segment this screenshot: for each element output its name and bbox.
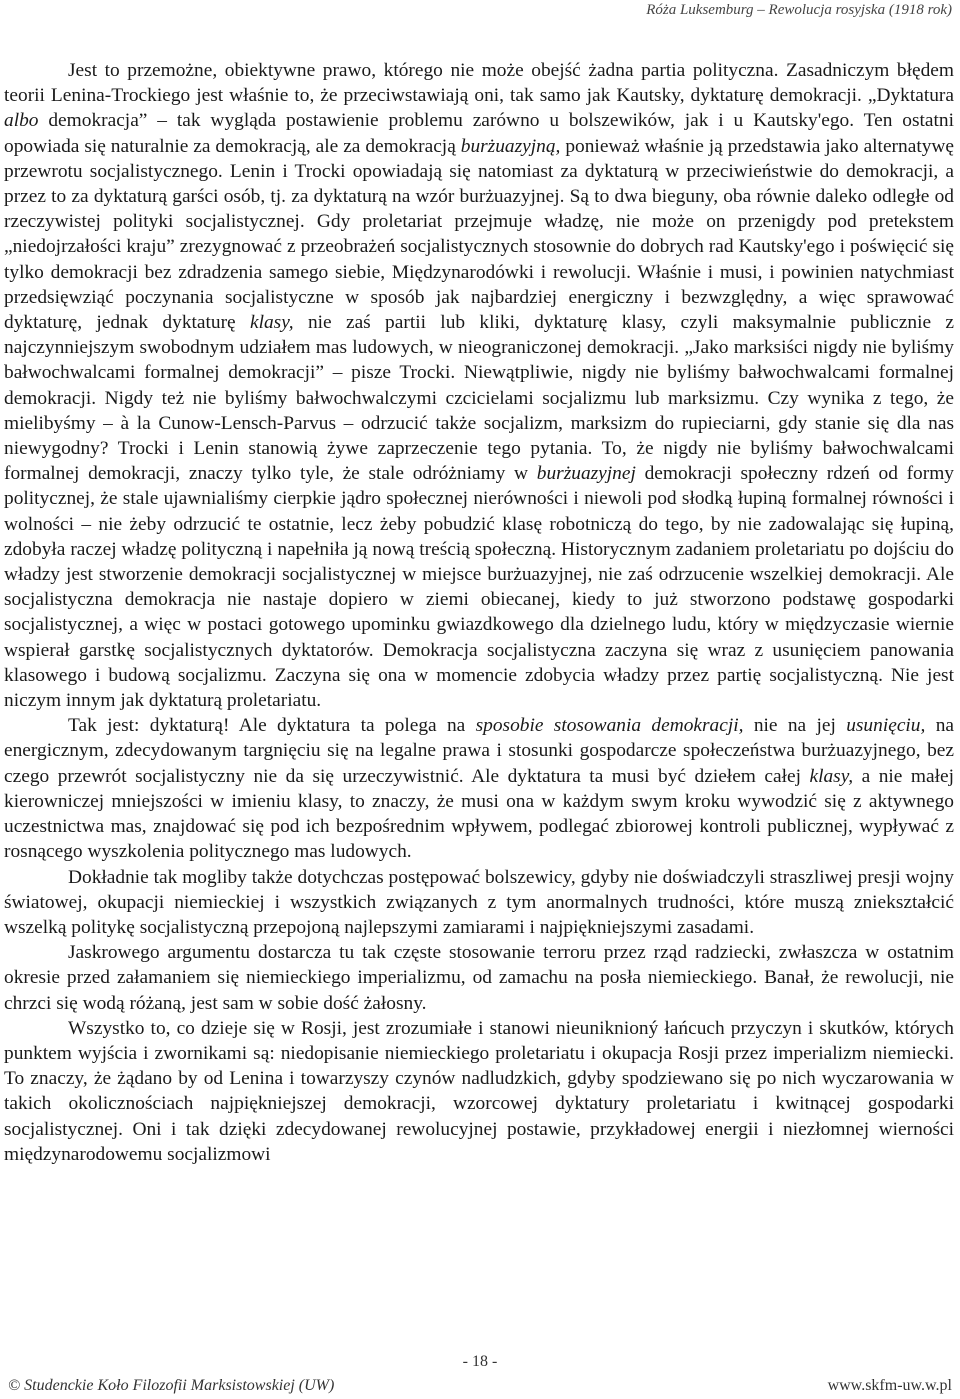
emphasis-text: klasy, — [809, 765, 854, 787]
paragraph-text: nie zaś partii lub kliki, dyktaturę klasy, czyli maksymalnie publicznie z najczynniejszym swobodnym udziałem mas ludowych, w nieograniczonej demokracji. „Jako marksiści nigdy nie byliśmy bałwochwalcami formalnej demokracji” – pisze Trocki. Niewątpliwie, nigdy nie byliśmy bałwochwalcami formalnej demokracji. Nigdy też nie byliśmy bałwochwalczymi czcicielami socjalizmu lub marksizmu. Czy wynika z tego, że mielibyśmy – à la Cunow-Lensch-Parvus – odrzucić także socjalizm, marksizm do rupieciarni, gdy stanie się dla nas niewygodny? Trocki i Lenin stanowią żywe zaprzeczenie tego pytania. To, że nigdy nie byliśmy bałwochwalcami formalnej demokracji, znaczy tylko tyle, że stale odróżniamy w — [4, 312, 954, 485]
emphasis-text: usunięciu, — [846, 715, 926, 737]
paragraph-text: ponieważ właśnie ją przedstawia jako alternatywę przewrotu socjalistycznego. Lenin i Trocki opowiadają się natomiast za dyktaturą w przeciwieństwie do demokracji, a przez to za dyktaturą garści osób, tj. za dyktaturą na wzór burżuazyjnej. Są to dwa bieguny, oba równie daleko odległe od rzeczywistej polityki socjalistycznej. Gdy proletariat przejmuje władzę, nie może on przenigdy pod pretekstem „niedojrzałości kraju” zrezygnować z przeobrażeń socjalistycznych stosownie do dobrych rad Kautsky'ego i poświęcić się tylko demokracji bez zdradzenia samego siebie, Międzynarodówki i rewolucji. Właśnie i musi, i powinien natychmiast przedsięwziąć poczynania socjalistyczne w sposób jak najbardziej energiczny i bezwzględny, a więc sprawować dyktaturę, jednak dyktaturę — [4, 135, 955, 334]
footer-website[interactable]: www.skfm-uw.w.pl — [827, 1377, 952, 1394]
emphasis-text: sposobie stosowania demokracji, — [475, 715, 744, 737]
paragraph — [4, 940, 954, 1016]
paragraph — [4, 1016, 954, 1167]
paragraph-text: Dokładnie tak mogliby także dotychczas postępować bolszewicy, gdyby nie doświadczyli straszliwej presji wojny światowej, okupacji niemieckiej i wszystkich związanych z tym anormalnych trudności, które muszą zniekształcić wszelką politykę socjalistyczną przepojoną najlepszymi zamiarami i najpiękniejszymi zasadami. — [4, 866, 954, 938]
emphasis-text: burżuazyjnej — [536, 463, 636, 485]
document-body — [4, 58, 954, 1167]
paragraph-text: Jaskrowego argumentu dostarcza tu tak częste stosowanie terroru przez rząd radziecki, zwłaszcza w ostatnim okresie przed załamaniem się niemieckiego imperializmu, od zamachu na posła niemieckiego. Banał, że rewolucji, nie chrzci się wodą różaną, jest sam w sobie dość żałosny. — [4, 942, 954, 1014]
emphasis-text: albo — [4, 110, 39, 132]
paragraph-text: Jest to przemożne, obiektywne prawo, którego nie może obejść żadna partia polityczna. Zasadniczym błędem teorii Lenina-Trockiego jest właśnie to, że przeciwstawiają oni, tak samo jak Kautsky, dyktaturę demokracji. „Dyktatura — [4, 60, 954, 107]
paragraph-text: demokracja” – tak wygląda postawienie problemu zarówno u bolszewików, jak i u Kautsky'ego. Ten ostatni opowiada się naturalnie za demokracją, ale za demokracją — [4, 110, 954, 157]
paragraph — [4, 713, 954, 864]
paragraph — [4, 58, 954, 713]
paragraph-text: Tak jest: dyktaturą! Ale dyktatura ta polega na — [68, 715, 476, 737]
footer-copyright: © Studenckie Koło Filozofii Marksistowskiej (UW) — [8, 1377, 335, 1394]
paragraph-text: na energicznym, zdecydowanym targnięciu się na legalne prawa i stosunki gospodarcze społeczeństwa burżuazyjnego, bez czego przewrót socjalistyczny nie da się urzeczywistnić. Ale dyktatura ta musi być dziełem całej — [4, 715, 954, 787]
paragraph-text: demokracji społeczny rdzeń od formy politycznej, że stale ujawnialiśmy cierpkie jądro społecznej nierówności i niewoli pod słodką łupiną formalnej równości i wolności – nie żeby odrzucić te ostatnie, lecz żeby pobudzić klasę robotniczą do tego, by nie zadowalając się łupiną, zdobyła raczej władzę polityczną i napełniła ją nową treścią społeczną. Historycznym zadaniem proletariatu po dojściu do władzy jest stworzenie demokracji socjalistycznej w miejsce burżuazyjnej, nie zaś odrzucenie wszelkiej demokracji. Ale socjalistyczna demokracja nie nastaje dopiero w ziemi obiecanej, kiedy to już stworzono podstawę gospodarki socjalistycznej, a więc w postaci gotowego upominku gwiazdkowego dla dzielnego ludu, który w międzyczasie wiernie wspierał garstkę socjalistycznych dyktatorów. Demokracja socjalistyczna zaczyna się wraz z usunięciem panowania klasowego i budową socjalizmu. Zaczyna się ona w momencie zdobycia władzy przez partię socjalistyczną. Nie jest niczym innym jak dyktaturą proletariatu. — [4, 463, 954, 712]
page-number: - 18 - — [462, 1353, 498, 1370]
paragraph-text: a nie małej kierowniczej mniejszości w imieniu klasy, to znaczy, że musi ona w każdym swym kroku wywodzić się z aktywnego uczestnictwa mas, znajdować się pod ich bezpośrednim wpływem, podlegać zbiorowej kontroli publicznej, wypływać z rosnącego wyszkolenia politycznego mas ludowych. — [4, 765, 954, 863]
paragraph-text: Wszystko to, co dzieje się w Rosji, jest zrozumiałe i stanowi nieuniknioný łańcuch przyczyn i skutków, których punktem wyjścia i zwornikami są: niedopisanie niemieckiego proletariatu i okupacja Rosji przez imperializm niemiecki. To znaczy, że żądano by od Lenina i towarzyszy czynów nadludzkich, gdyby spodziewano się po nich wyczarowania w takich okolicznościach najpiękniejszej demokracji, wzorcowej dyktatury proletariatu i kwitnącej gospodarki socjalistycznej. Oni i tak dzięki zdecydowanej rewolucyjnej postawie, przykładowej energii i niezłomnej wierności międzynarodowemu socjalizmowi — [4, 1017, 954, 1165]
paragraph-text: nie na jej — [743, 715, 847, 737]
running-title: Róża Luksemburg – Rewolucja rosyjska (1918 rok) — [646, 2, 952, 18]
emphasis-text: klasy, — [249, 312, 294, 334]
paragraph — [4, 865, 954, 941]
emphasis-text: burżuazyjną, — [460, 135, 561, 157]
